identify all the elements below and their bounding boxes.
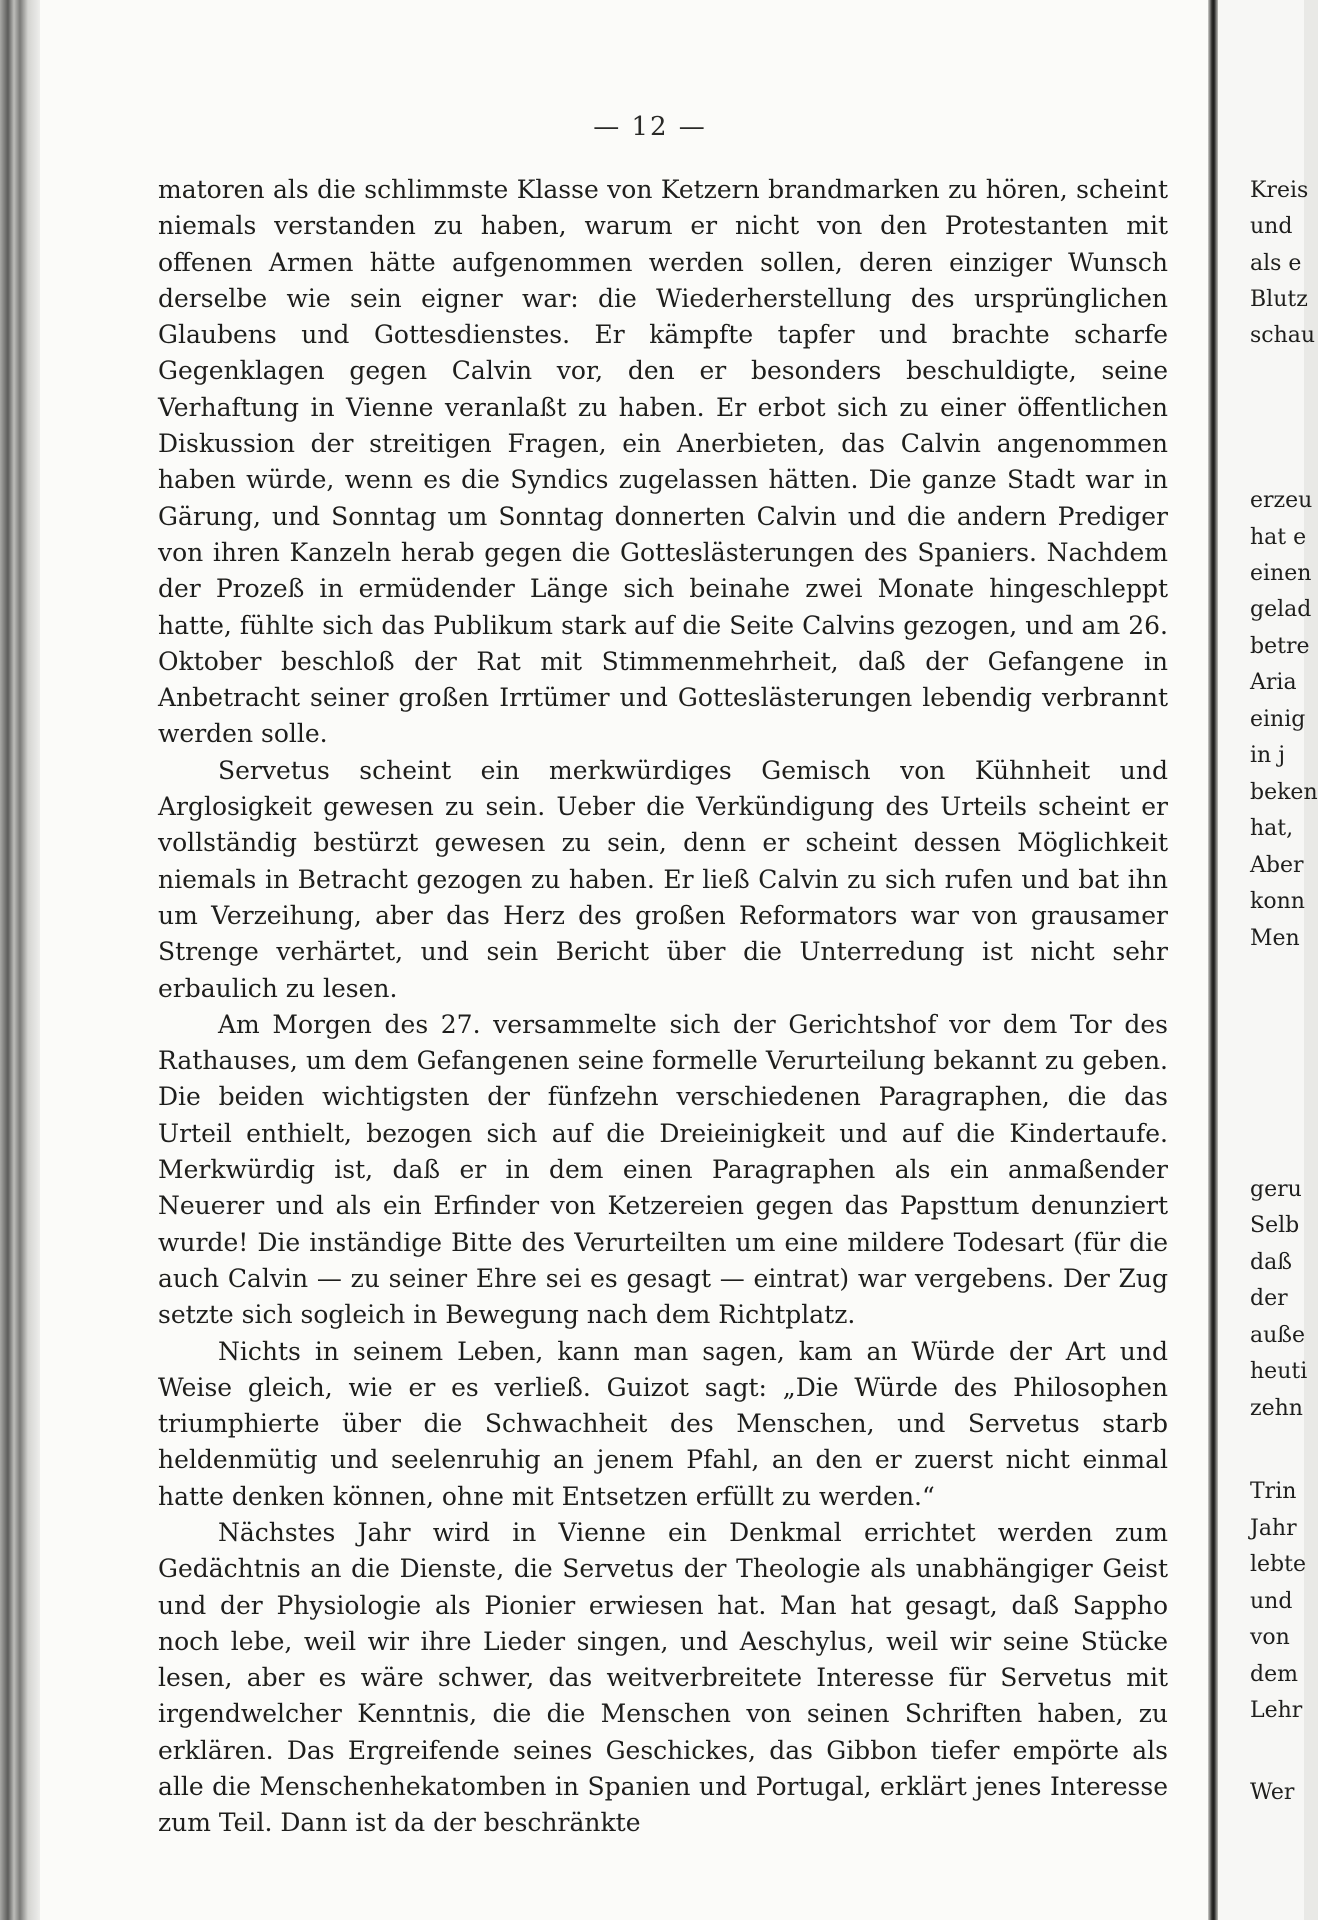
next-page-fragment: Selb — [1250, 1213, 1300, 1238]
next-page-fragment: zehn — [1250, 1396, 1303, 1421]
next-page-fragment: heuti — [1250, 1359, 1308, 1384]
next-page-fragment: Men — [1250, 926, 1300, 951]
next-page-fragment: Kreis — [1250, 178, 1309, 203]
next-page-fragment: einig — [1250, 707, 1306, 732]
paragraph-3: Am Morgen des 27. versammelte sich der Gerichtshof vor dem Tor des Rathauses, um dem Gefangenen seine formelle Verurteilung bekannt zu geben. Die beiden wichtigsten der fünfzehn verschiedenen Paragraphen, die das Urteil enthielt, bezogen sich auf die Dreieinigkeit und auf die Kindertaufe. Merkwürdig ist, daß er in dem einen Paragraphen als ein anmaßender Neuerer und als ein Erfinder von Ketzereien gegen das Papsttum denunziert wurde! Die inständige Bitte des Verurteilten um eine mildere Todesart (für die auch Calvin — zu seiner Ehre sei es gesagt — eintrat) war vergebens. Der Zug setzte sich sogleich in Bewegung nach dem Richtplatz. — [158, 1009, 1168, 1330]
next-page-fragment: in j — [1250, 743, 1286, 768]
paragraph-2: Servetus scheint ein merkwürdiges Gemisch von Kühnheit und Arglosigkeit gewesen zu sein. Ueber die Verkündigung des Urteils scheint er vollständig bestürzt gewesen zu sein, denn er scheint dessen Möglichkeit niemals in Betracht gezogen zu haben. Er ließ Calvin zu sich rufen und bat ihn um Verzeihung, aber das Herz des großen Reformators war von grausamer Strenge verhärtet, und sein Bericht über die Unterredung ist nicht sehr erbaulich zu lesen. — [158, 755, 1168, 1003]
next-page-fragment: schau — [1250, 323, 1316, 348]
next-page-fragment: Wer — [1250, 1780, 1295, 1805]
next-page-fragment: einen — [1250, 561, 1312, 586]
next-page-fragment: gelad — [1250, 597, 1312, 622]
page-number: — 12 — — [593, 112, 707, 142]
next-page-fragment: Aria — [1250, 670, 1297, 695]
book-binding-edge — [0, 0, 40, 1920]
next-page-fragment: Aber — [1250, 853, 1304, 878]
next-page-fragment: Trin — [1250, 1479, 1297, 1504]
paragraph-4: Nichts in seinem Leben, kann man sagen, kam an Würde der Art und Weise gleich, wie er es verließ. Guizot sagt: „Die Würde des Philosophen triumphierte über die Schwachheit des Menschen, und Servetus starb heldenmütig und seelenruhig an jenem Pfahl, an den er zuerst nicht einmal hatte denken können, ohne mit Entsetzen erfüllt zu werden.“ — [158, 1336, 1168, 1511]
next-page-fragment: beken — [1250, 780, 1318, 805]
next-page-fragment: dem — [1250, 1662, 1298, 1687]
next-page-fragment: und — [1250, 214, 1293, 239]
next-page-fragment: lebte — [1250, 1552, 1306, 1577]
next-page-fragment: erzeu — [1250, 488, 1313, 513]
next-page-fragment: konn — [1250, 889, 1305, 914]
next-page-fragment: betre — [1250, 634, 1310, 659]
next-page-fragment: Lehr — [1250, 1698, 1303, 1723]
next-page-fragment: hat, — [1250, 816, 1294, 841]
next-page-fragment: geru — [1250, 1177, 1302, 1202]
next-page-fragment: Jahr — [1250, 1516, 1297, 1541]
next-page-fragment: von — [1250, 1625, 1290, 1650]
next-page-fragment: als e — [1250, 251, 1302, 276]
next-page-fragment: der — [1250, 1286, 1288, 1311]
book-gutter — [1208, 0, 1218, 1920]
next-page-fragment: hat e — [1250, 525, 1307, 550]
page-text — [158, 172, 1168, 1842]
paragraph-5: Nächstes Jahr wird in Vienne ein Denkmal errichtet werden zum Gedächtnis an die Dienste, die Servetus der Theologie als unabhängiger Geist und der Physiologie als Pionier erwiesen hat. Man hat gesagt, daß Sappho noch lebe, weil wir ihre Lieder singen, und Aeschylus, weil wir seine Stücke lesen, aber es wäre schwer, das weitverbreitete Interesse für Servetus mit irgendwelcher Kenntnis, die die Menschen von seinen Schriften haben, zu erklären. Das Ergreifende seines Geschickes, das Gibbon tiefer empörte als alle die Menschenhekatomben in Spanien und Portugal, erklärt jenes Interesse zum Teil. Dann ist da der beschränkte — [158, 1517, 1168, 1838]
next-page-fragment: daß — [1250, 1250, 1292, 1275]
next-page-fragment: auße — [1250, 1323, 1305, 1348]
next-page-fragment: und — [1250, 1589, 1293, 1614]
paragraph-1: matoren als die schlimmste Klasse von Ketzern brandmarken zu hören, scheint niemals verstanden zu haben, warum er nicht von den Protestanten mit offenen Armen hätte aufgenommen werden sollen, deren einziger Wunsch derselbe wie sein eigner war: die Wiederherstellung des ursprünglichen Glaubens und Gottesdienstes. Er kämpfte tapfer und brachte scharfe Gegenklagen gegen Calvin vor, den er besonders beschuldigte, seine Verhaftung in Vienne veranlaßt zu haben. Er erbot sich zu einer öffentlichen Diskussion der streitigen Fragen, ein Anerbieten, das Calvin angenommen haben würde, wenn es die Syndics zugelassen hätten. Die ganze Stadt war in Gärung, und Sonntag um Sonntag donnerten Calvin und die andern Prediger von ihren Kanzeln herab gegen die Gotteslästerungen des Spaniers. Nachdem der Prozeß in ermüdender Länge sich beinahe zwei Monate hingeschleppt hatte, fühlte sich das Publikum stark auf die Seite Calvins gezogen, und am 26. Oktober beschloß der Rat mit Stimmenmehrheit, daß der Gefangene in Anbetracht seiner großen Irrtümer und Gotteslästerungen lebendig verbrannt werden solle. — [158, 175, 1168, 749]
next-page-fragment: Blutz — [1250, 287, 1308, 312]
